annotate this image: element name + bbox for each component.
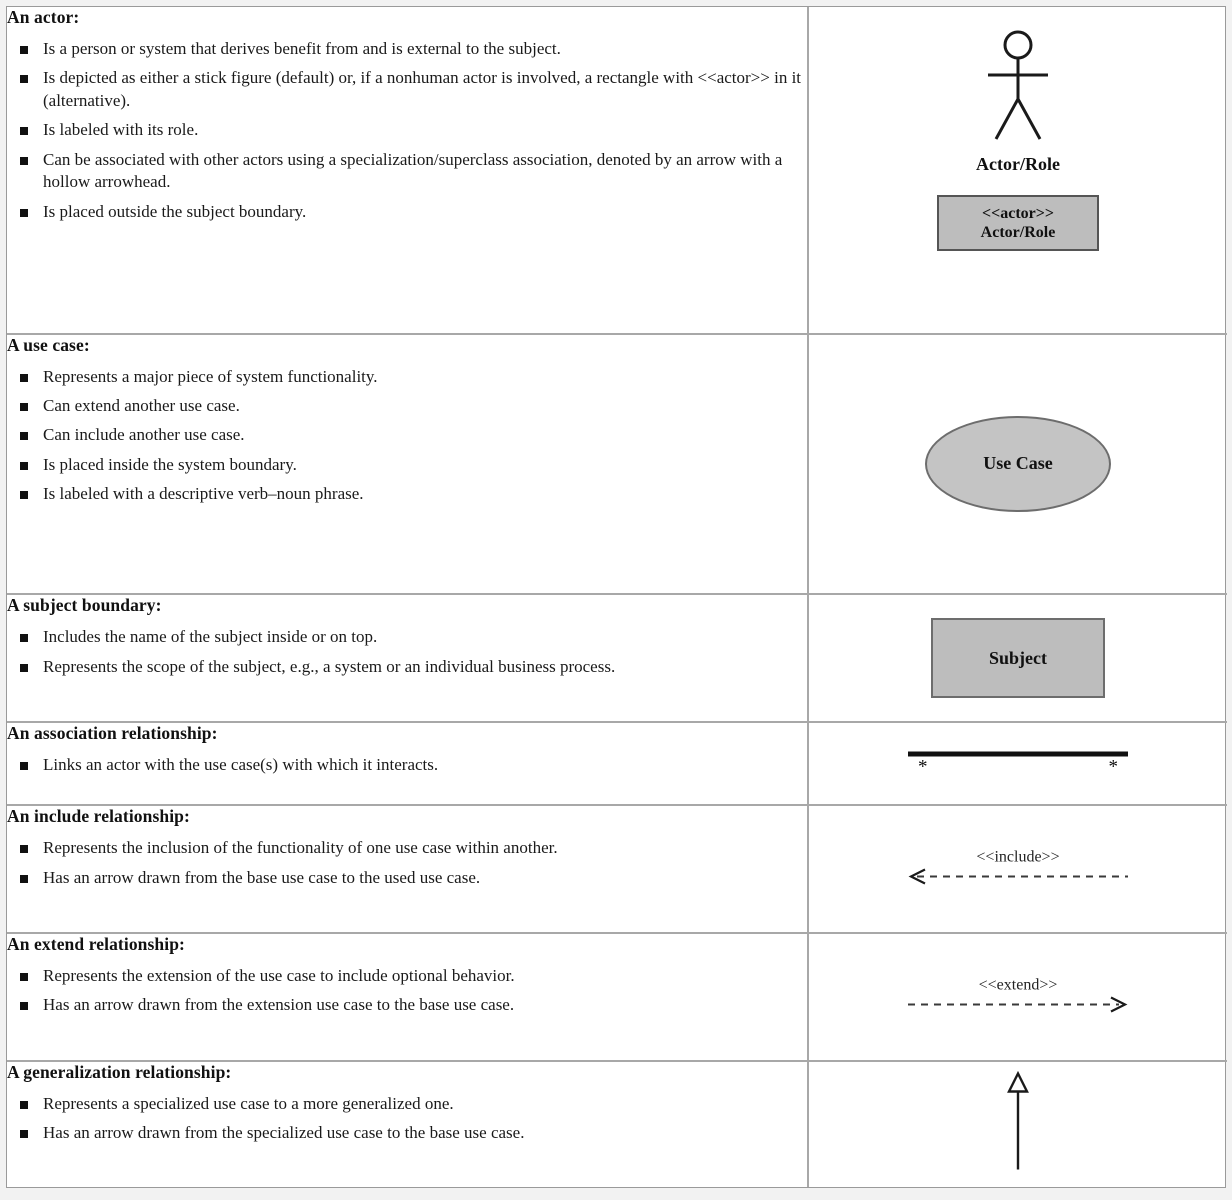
include-description-cell bbox=[7, 805, 808, 933]
list-item: Is a person or system that derives benefit from and is external to the subject. bbox=[7, 38, 807, 60]
use-case-ellipse-icon bbox=[925, 416, 1111, 512]
row-title: An association relationship: bbox=[7, 722, 218, 743]
table-row bbox=[7, 933, 1227, 1061]
list-item: Is placed inside the system boundary. bbox=[7, 454, 807, 476]
list-item: Links an actor with the use case(s) with which it interacts. bbox=[7, 754, 807, 776]
row-title: A subject boundary: bbox=[7, 595, 162, 616]
extend-description-cell bbox=[7, 933, 808, 1061]
hollow-triangle-arrow-up-icon bbox=[998, 1070, 1038, 1174]
list-item: Represents a major piece of system functionality. bbox=[7, 366, 807, 388]
row-title: An extend relationship: bbox=[7, 934, 185, 955]
association-symbol-cell bbox=[808, 722, 1227, 805]
actor-symbol-cell bbox=[808, 7, 1227, 334]
subject-rectangle-label: Subject bbox=[989, 647, 1047, 668]
list-item: Has an arrow drawn from the specialized use case to the base use case. bbox=[7, 1122, 807, 1144]
table-row bbox=[7, 594, 1227, 722]
subject-rectangle-icon bbox=[931, 618, 1105, 698]
table-row bbox=[7, 722, 1227, 805]
actor-description-cell bbox=[7, 7, 808, 334]
actor-stick-figure-group bbox=[809, 29, 1227, 175]
association-solid-line bbox=[908, 751, 1128, 756]
subject-boundary-bullet-list bbox=[7, 626, 807, 678]
list-item: Can include another use case. bbox=[7, 424, 807, 446]
table-row bbox=[7, 805, 1227, 933]
include-stereotype-label: <<include>> bbox=[976, 848, 1060, 866]
legend-table bbox=[7, 7, 1227, 1187]
list-item: Can extend another use case. bbox=[7, 395, 807, 417]
table-row bbox=[7, 1061, 1227, 1187]
stick-figure-icon bbox=[978, 29, 1058, 145]
generalization-description-cell bbox=[7, 1061, 808, 1187]
list-item: Can be associated with other actors using a specialization/superclass association, denoted by an arrow with a hollow arrowhead. bbox=[7, 149, 807, 194]
row-title: An include relationship: bbox=[7, 806, 190, 827]
extend-stereotype-label: <<extend>> bbox=[978, 976, 1058, 994]
dashed-arrow-left-icon bbox=[903, 869, 1133, 885]
list-item: Represents the inclusion of the functionality of one use case within another. bbox=[7, 837, 807, 859]
table-row bbox=[7, 334, 1227, 595]
list-item: Is labeled with a descriptive verb–noun phrase. bbox=[7, 483, 807, 505]
list-item: Represents the extension of the use case to include optional behavior. bbox=[7, 965, 807, 987]
include-arrow-group bbox=[903, 849, 1133, 890]
association-description-cell bbox=[7, 722, 808, 805]
uml-use-case-legend-table bbox=[6, 6, 1226, 1188]
association-line-icon bbox=[908, 751, 1128, 776]
use-case-ellipse-label: Use Case bbox=[983, 453, 1053, 474]
use-case-description-cell bbox=[7, 334, 808, 595]
list-item: Has an arrow drawn from the extension use case to the base use case. bbox=[7, 994, 807, 1016]
generalization-bullet-list bbox=[7, 1093, 807, 1145]
association-left-multiplicity: * bbox=[918, 756, 928, 778]
subject-boundary-symbol-cell bbox=[808, 594, 1227, 722]
use-case-bullet-list bbox=[7, 366, 807, 506]
row-title: A generalization relationship: bbox=[7, 1061, 232, 1082]
association-bullet-list bbox=[7, 754, 807, 776]
extend-symbol-cell bbox=[808, 933, 1227, 1061]
list-item: Is depicted as either a stick figure (default) or, if a nonhuman actor is involved, a rectangle with <<actor>> in it (alternative). bbox=[7, 67, 807, 112]
actor-stereotype-text: <<actor>> bbox=[982, 204, 1054, 222]
actor-stereotype-box bbox=[937, 195, 1099, 251]
row-title: A use case: bbox=[7, 334, 90, 355]
generalization-arrow-group bbox=[998, 1070, 1038, 1179]
actor-bullet-list bbox=[7, 38, 807, 223]
extend-arrow-group bbox=[903, 976, 1133, 1017]
list-item: Includes the name of the subject inside or on top. bbox=[7, 626, 807, 648]
include-bullet-list bbox=[7, 837, 807, 889]
association-right-multiplicity: * bbox=[1108, 756, 1118, 778]
list-item: Represents the scope of the subject, e.g., a system or an individual business process. bbox=[7, 656, 807, 678]
list-item: Is placed outside the subject boundary. bbox=[7, 201, 807, 223]
association-multiplicities bbox=[908, 757, 1128, 776]
list-item: Has an arrow drawn from the base use case to the used use case. bbox=[7, 867, 807, 889]
extend-bullet-list bbox=[7, 965, 807, 1017]
row-title: An actor: bbox=[7, 7, 80, 27]
table-row bbox=[7, 7, 1227, 334]
list-item: Represents a specialized use case to a more generalized one. bbox=[7, 1093, 807, 1115]
list-item: Is labeled with its role. bbox=[7, 119, 807, 141]
actor-box-label: Actor/Role bbox=[980, 224, 1056, 241]
include-symbol-cell bbox=[808, 805, 1227, 933]
dashed-arrow-right-icon bbox=[903, 996, 1133, 1012]
generalization-symbol-cell bbox=[808, 1061, 1227, 1187]
actor-stick-figure-label: Actor/Role bbox=[976, 154, 1060, 174]
use-case-symbol-cell bbox=[808, 334, 1227, 595]
subject-boundary-description-cell bbox=[7, 594, 808, 722]
